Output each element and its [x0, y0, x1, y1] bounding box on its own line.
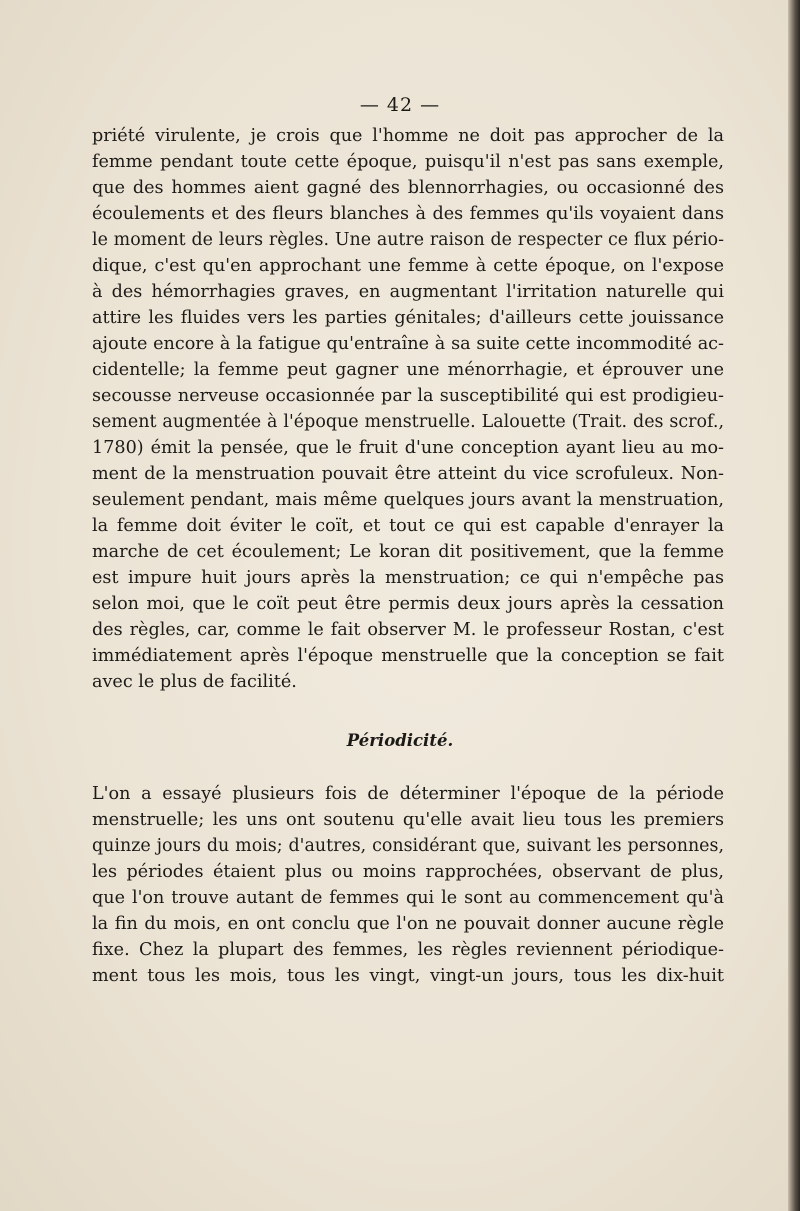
- paragraph-1: [92, 123, 724, 695]
- text-line: les périodes étaient plus ou moins rapprochées, observant de plus,: [92, 862, 724, 882]
- text-line: la fin du mois, en ont conclu que l'on ne pouvait donner aucune règle: [92, 914, 724, 934]
- text-line: secousse nerveuse occasionnée par la susceptibilité qui est prodigieu-: [92, 386, 724, 406]
- section-heading: Périodicité.: [346, 731, 454, 750]
- paragraph-2: [92, 781, 724, 989]
- text-line: quinze jours du mois; d'autres, considérant que, suivant les personnes,: [92, 836, 724, 856]
- text-line: que des hommes aient gagné des blennorrhagies, ou occasionné des: [92, 178, 724, 198]
- text-line: marche de cet écoulement; Le koran dit positivement, que la femme: [92, 542, 724, 562]
- text-line: seulement pendant, mais même quelques jours avant la menstruation,: [92, 490, 724, 510]
- text-line: fixe. Chez la plupart des femmes, les règles reviennent périodique-: [92, 940, 724, 960]
- text-line: sement augmentée à l'époque menstruelle. Lalouette (Trait. des scrof.,: [92, 412, 724, 432]
- text-line: à des hémorrhagies graves, en augmentant l'irritation naturelle qui: [92, 282, 724, 302]
- text-line: dique, c'est qu'en approchant une femme à cette époque, on l'expose: [92, 256, 724, 276]
- text-line: le moment de leurs règles. Une autre raison de respecter ce flux pério-: [92, 230, 724, 250]
- text-line: attire les fluides vers les parties génitales; d'ailleurs cette jouissance: [92, 308, 724, 328]
- page-edge: [788, 0, 800, 1211]
- text-line: que l'on trouve autant de femmes qui le sont au commencement qu'à: [92, 888, 724, 908]
- text-line: 1780) émit la pensée, que le fruit d'une conception ayant lieu au mo-: [92, 438, 724, 458]
- text-line: la femme doit éviter le coït, et tout ce qui est capable d'enrayer la: [92, 516, 724, 536]
- text-line: écoulements et des fleurs blanches à des femmes qu'ils voyaient dans: [92, 204, 724, 224]
- text-line: cidentelle; la femme peut gagner une ménorrhagie, et éprouver une: [92, 360, 724, 380]
- text-line: ment de la menstruation pouvait être atteint du vice scrofuleux. Non-: [92, 464, 724, 484]
- text-line: avec le plus de facilité.: [92, 672, 297, 692]
- text-line: femme pendant toute cette époque, puisqu'il n'est pas sans exemple,: [92, 152, 724, 172]
- text-line: immédiatement après l'époque menstruelle que la conception se fait: [92, 646, 724, 666]
- text-line: menstruelle; les uns ont soutenu qu'elle avait lieu tous les premiers: [92, 810, 724, 830]
- text-line: ment tous les mois, tous les vingt, vingt-un jours, tous les dix-huit: [92, 966, 724, 986]
- text-line: priété virulente, je crois que l'homme ne doit pas approcher de la: [92, 126, 724, 146]
- page-number: — 42 —: [359, 94, 441, 116]
- text-line: L'on a essayé plusieurs fois de déterminer l'époque de la période: [92, 784, 724, 804]
- text-line: des règles, car, comme le fait observer M. le professeur Rostan, c'est: [92, 620, 724, 640]
- text-line: est impure huit jours après la menstruation; ce qui n'empêche pas: [92, 568, 724, 588]
- text-line: ajoute encore à la fatigue qu'entraîne à sa suite cette incommodité ac-: [92, 334, 724, 354]
- text-line: selon moi, que le coït peut être permis deux jours après la cessation: [92, 594, 724, 614]
